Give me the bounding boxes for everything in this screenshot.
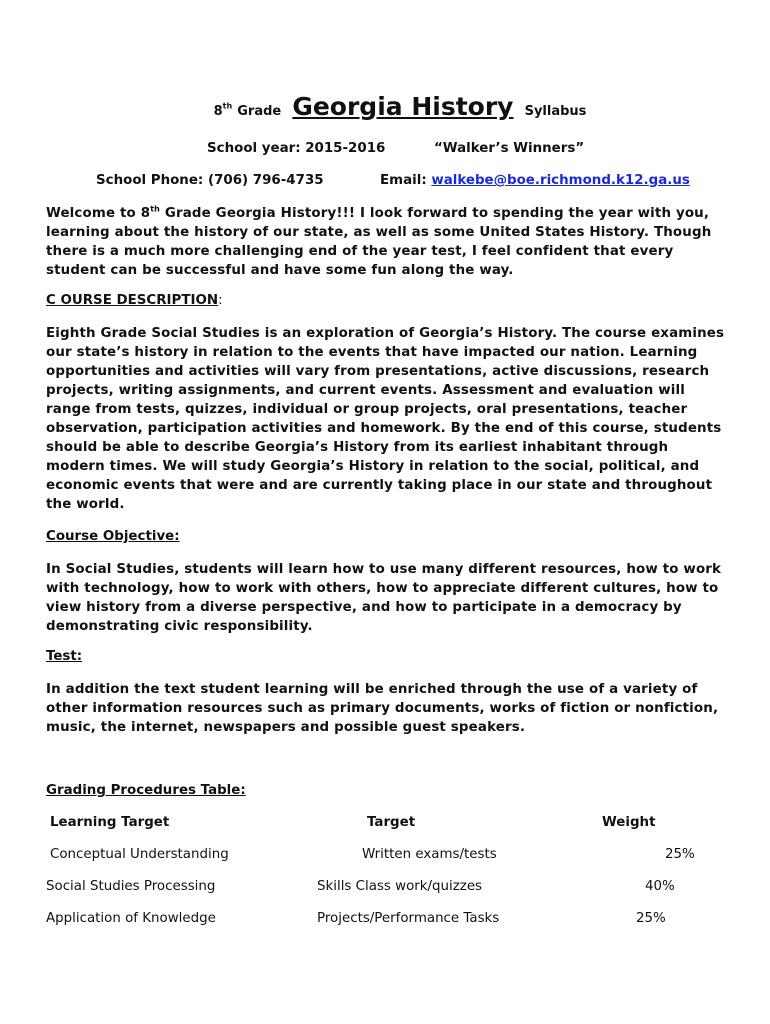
email-label: Email: [380, 173, 427, 188]
grading-row-2-weight: 40% [645, 879, 675, 894]
grading-col-target: Target [367, 815, 416, 830]
email-line [380, 173, 690, 188]
test-heading: Test: [46, 649, 83, 664]
course-description-colon: : [218, 293, 223, 308]
welcome-post: Grade Georgia History!!! I look forward to spending the year with you, learning about the history of our state, as well as some United States History. Though there is a much more challenging end of the year test, I feel confident that every student can be successful and have some fun along the way. [46, 206, 712, 278]
title-grade-sup: th [222, 101, 233, 111]
grading-row-1-learning-target: Conceptual Understanding [50, 847, 229, 862]
school-phone: School Phone: (706) 796-4735 [96, 173, 324, 188]
grading-col-weight: Weight [602, 815, 656, 830]
course-objective-heading: Course Objective: [46, 529, 180, 544]
welcome-paragraph [46, 204, 726, 280]
title-main: Georgia History [292, 92, 514, 121]
grading-heading: Grading Procedures Table: [46, 783, 246, 798]
grading-row-3-learning-target: Application of Knowledge [46, 911, 216, 926]
course-description-heading: C OURSE DESCRIPTION [46, 293, 219, 308]
grading-row-1-target: Written exams/tests [362, 847, 497, 862]
school-year: School year: 2015-2016 [207, 141, 386, 156]
grading-row-2-learning-target: Social Studies Processing [46, 879, 216, 894]
title-suffix: Syllabus [524, 104, 587, 119]
grading-col-learning-target: Learning Target [50, 815, 170, 830]
page-title [0, 92, 770, 121]
course-description-body: Eighth Grade Social Studies is an exploration of Georgia’s History. The course examines our state’s history in relation to the events that have impacted our nation. Learning opportunities and activities will vary from presentations, active discussions, research projects, writing assignments, and current events. Assessment and evaluation will range from tests, quizzes, individual or group projects, oral presentations, teacher observation, participation activities and homework. By the end of this course, students should be able to describe Georgia’s History from its earliest inhabitant through modern times. We will study Georgia’s History in relation to the social, political, and economic events that were and are currently taking place in our state and throughout the world. [46, 326, 725, 512]
grading-row-3-weight: 25% [636, 911, 666, 926]
course-description-heading-line [46, 293, 223, 308]
title-grade-word: Grade [237, 104, 282, 119]
class-name: “Walker’s Winners” [434, 141, 585, 156]
grading-row-1-weight: 25% [665, 847, 695, 862]
test-body: In addition the text student learning will be enriched through the use of a variety of other information resources such as primary documents, works of fiction or nonfiction, music, the internet, newspapers and possible guest speakers. [46, 682, 719, 735]
title-grade-num: 8 [213, 104, 223, 119]
grading-row-3-target: Projects/Performance Tasks [317, 911, 500, 926]
welcome-pre: Welcome to 8 [46, 206, 151, 221]
course-objective-body: In Social Studies, students will learn how to use many different resources, how to work with technology, how to work with others, how to appreciate different cultures, how to view history from a diverse perspective, and how to participate in a democracy by demonstrating civic responsibility. [46, 562, 722, 634]
email-link[interactable]: walkebe@boe.richmond.k12.ga.us [431, 173, 690, 188]
grading-row-2-target: Skills Class work/quizzes [317, 879, 483, 894]
welcome-sup: th [150, 204, 161, 214]
